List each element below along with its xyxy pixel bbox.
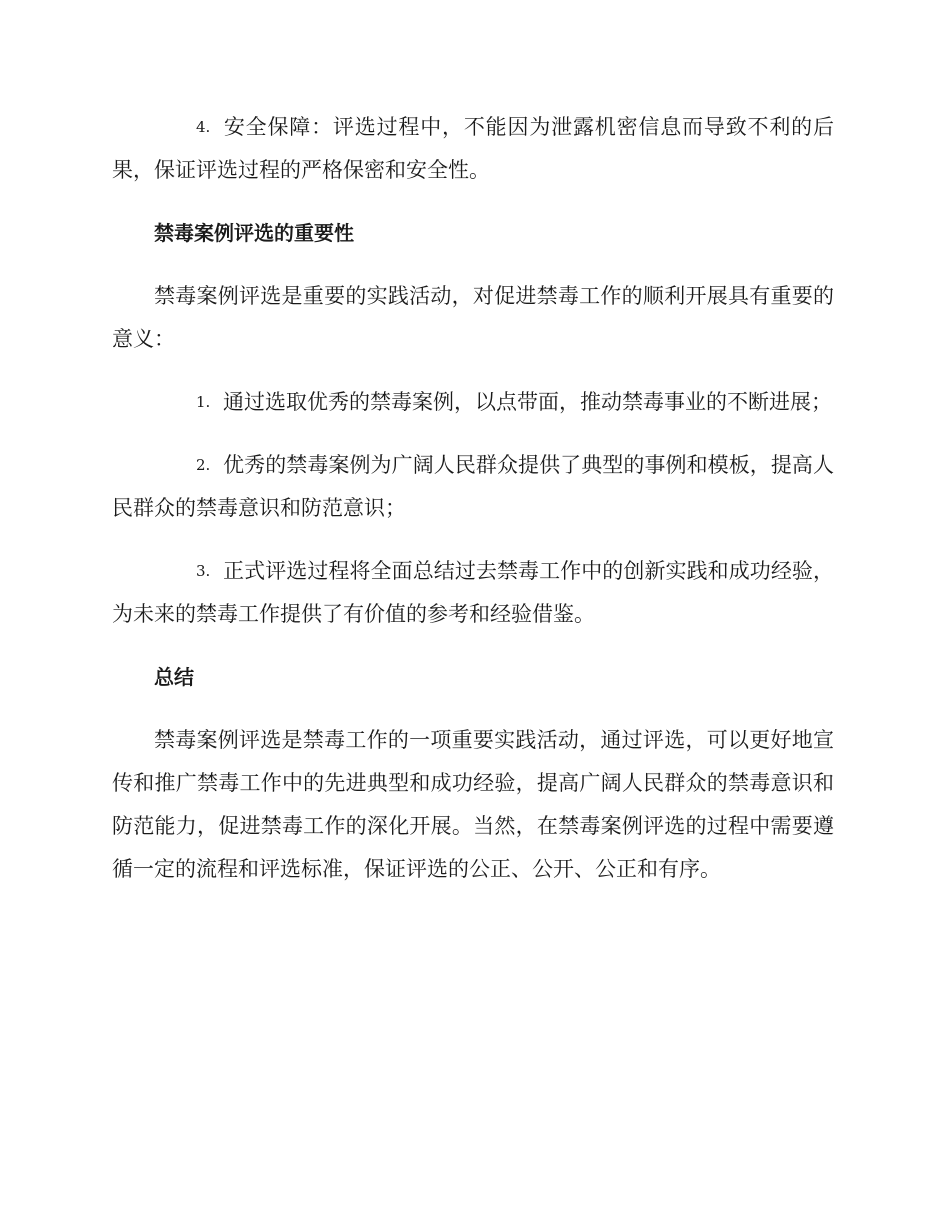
document-page — [112, 106, 834, 911]
list-item-2 — [112, 444, 834, 530]
section-heading-summary: 总结 — [154, 665, 194, 689]
paragraph-importance-intro: 禁毒案例评选是重要的实践活动，对促进禁毒工作的顺利开展具有重要的意义： — [112, 284, 834, 351]
list-text: 安全保障：评选过程中，不能因为泄露机密信息而导致不利的后果，保证评选过程的严格保密和安全性。 — [112, 115, 834, 182]
list-item-security — [112, 106, 834, 192]
list-number: 3. — [196, 562, 211, 580]
list-item-1 — [112, 381, 834, 424]
list-number: 4. — [196, 118, 211, 136]
section-heading-importance: 禁毒案例评选的重要性 — [154, 221, 354, 245]
paragraph-summary: 禁毒案例评选是禁毒工作的一项重要实践活动，通过评选，可以更好地宣传和推广禁毒工作中的先进典型和成功经验，提高广阔人民群众的禁毒意识和防范能力，促进禁毒工作的深化开展。当然，在禁毒案例评选的过程中需要遵循一定的流程和评选标准，保证评选的公正、公开、公正和有序。 — [112, 728, 834, 881]
list-text: 正式评选过程将全面总结过去禁毒工作中的创新实践和成功经验，为未来的禁毒工作提供了有价值的参考和经验借鉴。 — [112, 559, 834, 626]
list-number: 2. — [196, 456, 211, 474]
list-text: 优秀的禁毒案例为广阔人民群众提供了典型的事例和模板，提高人民群众的禁毒意识和防范意识； — [112, 453, 834, 520]
list-text: 通过选取优秀的禁毒案例，以点带面，推动禁毒事业的不断进展； — [223, 390, 832, 414]
list-item-3 — [112, 550, 834, 636]
list-number: 1. — [196, 393, 211, 411]
